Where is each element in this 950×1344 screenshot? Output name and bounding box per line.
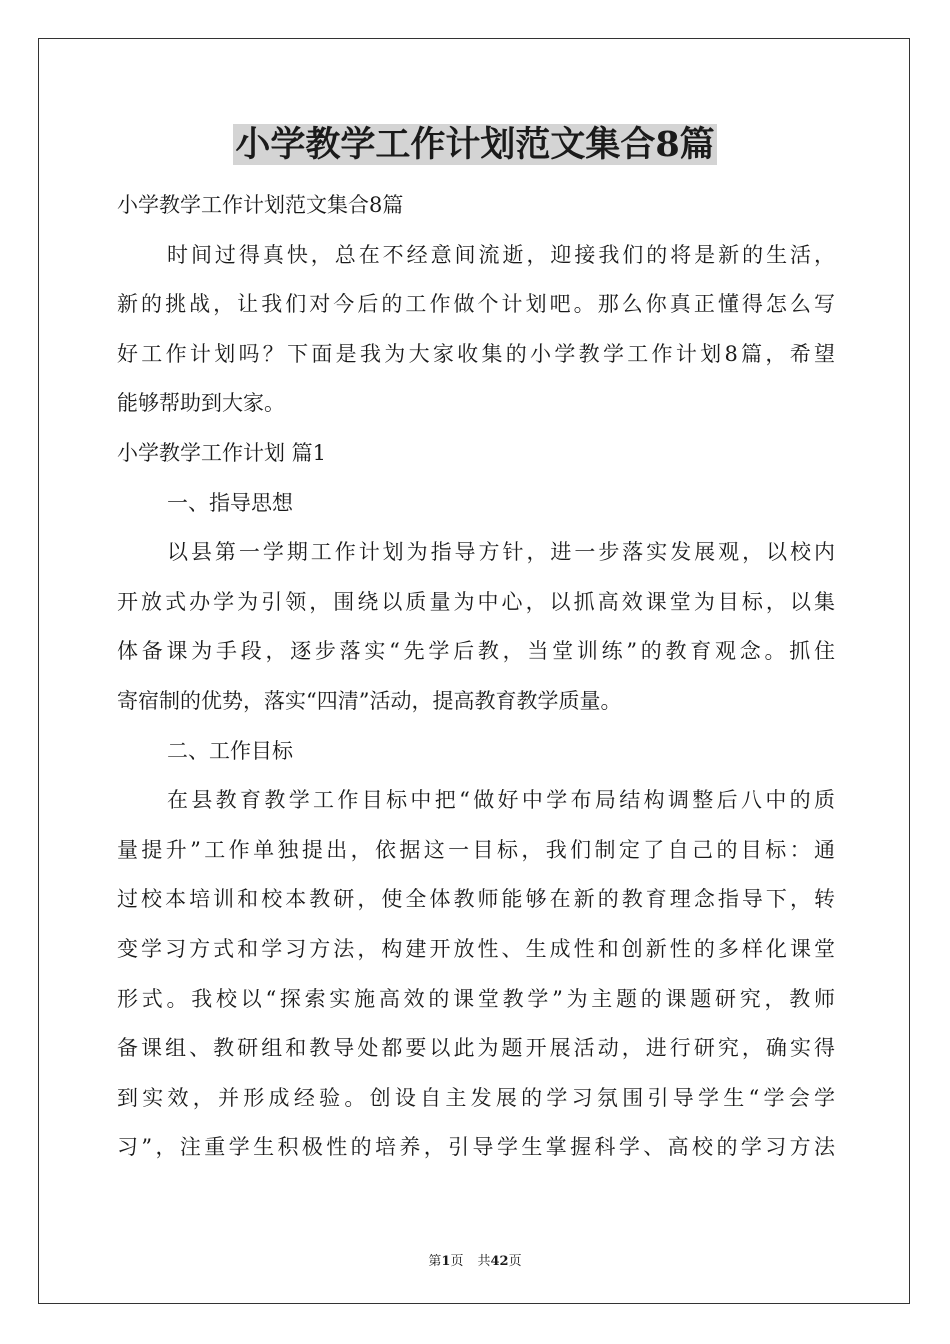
document-body	[117, 181, 835, 1173]
subsection-heading: 一、指导思想	[167, 490, 293, 515]
subtitle-line: 小学教学工作计划范文集合8篇	[117, 193, 404, 217]
intro-line: 好工作计划吗？下面是我为大家收集的小学教学工作计划8篇，希望	[117, 341, 835, 366]
paragraph-line: 量提升”工作单独提出，依据这一目标，我们制定了自己的目标：通	[117, 837, 835, 862]
paragraph-line: 过校本培训和校本教研，使全体教师能够在新的教育理念指导下，转	[117, 887, 835, 912]
paragraph-line: 变学习方式和学习方法，构建开放性、生成性和创新性的多样化课堂	[117, 936, 835, 961]
total-pages: 42	[490, 1254, 509, 1269]
page-prefix: 第	[428, 1254, 442, 1269]
total-suffix: 页	[508, 1254, 522, 1269]
paragraph-line: 寄宿制的优势，落实“四清”活动，提高教育教学质量。	[117, 688, 622, 713]
paragraph-line: 习”，注重学生积极性的培养，引导学生掌握科学、高校的学习方法	[117, 1135, 835, 1160]
page-footer	[0, 1250, 950, 1269]
subsection-heading: 二、工作目标	[167, 738, 293, 763]
intro-line: 新的挑战，让我们对今后的工作做个计划吧。那么你真正懂得怎么写	[117, 292, 835, 317]
paragraph-line: 到实效，并形成经验。创设自主发展的学习氛围引导学生“学会学	[117, 1085, 835, 1110]
intro-line: 能够帮助到大家。	[117, 391, 285, 416]
total-prefix: 共	[477, 1254, 491, 1269]
paragraph-line: 在县教育教学工作目标中把“做好中学布局结构调整后八中的质	[167, 788, 835, 813]
document-title-text: 小学教学工作计划范文集合8篇	[235, 124, 715, 165]
intro-line: 时间过得真快，总在不经意间流逝，迎接我们的将是新的生活，	[167, 242, 835, 267]
document-title	[0, 124, 950, 166]
section-heading: 小学教学工作计划 篇1	[117, 440, 327, 465]
paragraph-line: 备课组、教研组和教导处都要以此为题开展活动，进行研究，确实得	[117, 1036, 835, 1061]
paragraph-line: 形式。我校以“探索实施高效的课堂教学”为主题的课题研究，教师	[117, 986, 835, 1011]
page-number: 1	[441, 1254, 451, 1269]
page-suffix: 页	[450, 1254, 464, 1269]
paragraph-line: 以县第一学期工作计划为指导方针，进一步落实发展观，以校内	[167, 540, 835, 565]
paragraph-line: 体备课为手段，逐步落实“先学后教，当堂训练”的教育观念。抓住	[117, 639, 835, 664]
paragraph-line: 开放式办学为引领，围绕以质量为中心，以抓高效课堂为目标，以集	[117, 589, 835, 614]
